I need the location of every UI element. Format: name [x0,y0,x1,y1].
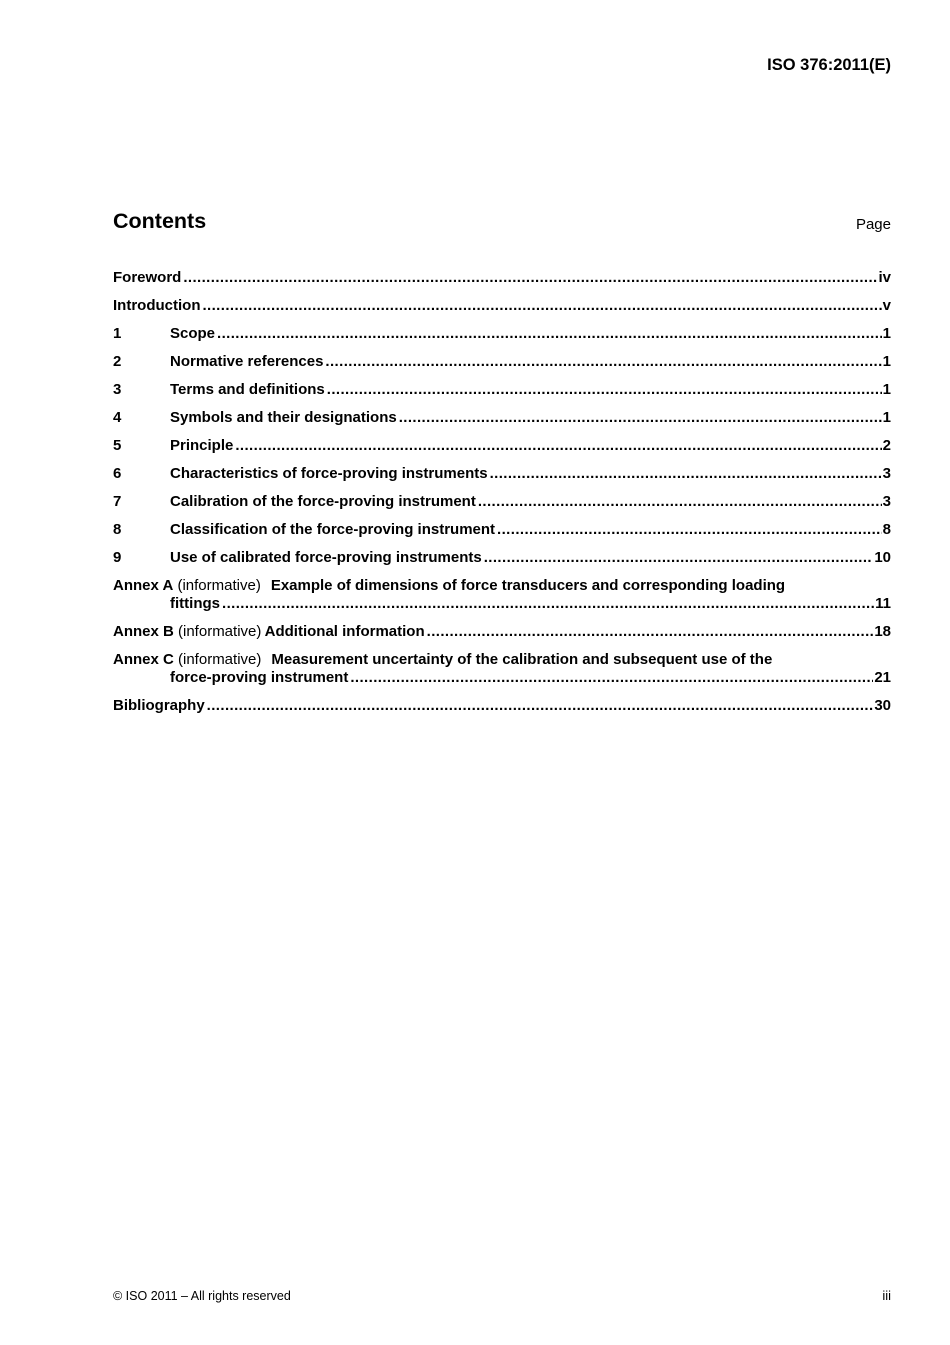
copyright-notice: © ISO 2011 – All rights reserved [113,1289,291,1303]
toc-page: 8 [882,521,891,538]
toc-title: Normative references [170,353,324,370]
toc-page: 10 [874,549,891,566]
annex-title: Measurement uncertainty of the calibration and subsequent use of the [271,651,773,668]
toc-title: Bibliography [113,697,205,714]
toc-page: 1 [882,409,891,426]
toc-page: 30 [874,697,891,714]
toc-number: 3 [113,381,122,398]
toc-entry-introduction[interactable] [113,297,891,315]
dot-leader [484,549,874,567]
dot-leader [202,297,881,315]
toc-number: 8 [113,521,122,538]
toc-page: 1 [882,325,891,342]
toc-title: Use of calibrated force-proving instruments [170,549,482,566]
toc-entry-bibliography[interactable] [113,697,891,715]
table-of-contents [113,269,891,725]
annex-type: (informative) [178,623,262,640]
toc-entry-symbols[interactable] [113,409,891,427]
dot-leader [207,697,874,715]
dot-leader [490,465,882,483]
annex-id: Annex A [113,577,174,594]
dot-leader [327,381,882,399]
annex-type: (informative) [178,651,262,668]
dot-leader [350,669,873,687]
dot-leader [325,353,881,371]
toc-title: Scope [170,325,216,342]
document-code: ISO 376:2011(E) [767,56,891,74]
dot-leader [427,623,874,641]
annex-id: Annex B [113,623,174,640]
toc-page: 18 [874,623,891,640]
toc-entry-annex-c[interactable] [113,651,891,687]
annex-title: Example of dimensions of force transducers and corresponding loading [270,577,786,594]
dot-leader [399,409,882,427]
toc-page: v [882,297,891,314]
contents-title: Contents [113,209,207,233]
toc-number: 5 [113,437,122,454]
dot-leader [478,493,882,511]
dot-leader [497,521,882,539]
annex-type: (informative) [177,577,261,594]
toc-title: Terms and definitions [170,381,325,398]
toc-number: 6 [113,465,122,482]
toc-entry-annex-a[interactable] [113,577,891,613]
toc-title: Classification of the force-proving instrument [170,521,496,538]
toc-page: 3 [882,465,891,482]
toc-page: 1 [882,381,891,398]
toc-page: 21 [874,669,891,686]
toc-title: Principle [170,437,234,454]
dot-leader [217,325,882,343]
toc-page: 2 [882,437,891,454]
toc-entry-scope[interactable] [113,325,891,343]
toc-entry-normative-references[interactable] [113,353,891,371]
toc-title: Symbols and their designations [170,409,397,426]
toc-entry-terms-and-definitions[interactable] [113,381,891,399]
toc-number: 2 [113,353,122,370]
toc-page: 1 [882,353,891,370]
annex-id: Annex C [113,651,174,668]
toc-entry-classification[interactable] [113,521,891,539]
dot-leader [235,437,881,455]
toc-number: 7 [113,493,122,510]
annex-title: Additional information [264,623,425,640]
toc-title: Calibration of the force-proving instrument [170,493,476,510]
toc-number: 1 [113,325,122,342]
toc-page: 3 [882,493,891,510]
dot-leader [222,595,874,613]
annex-title-continued: fittings [170,595,220,612]
page-column-label: Page [855,216,891,233]
toc-page: iv [878,269,891,286]
toc-entry-annex-b[interactable] [113,623,891,641]
toc-entry-use-of-calibrated[interactable] [113,549,891,567]
toc-entry-characteristics[interactable] [113,465,891,483]
toc-page: 11 [875,595,891,612]
toc-entry-foreword[interactable] [113,269,891,287]
toc-number: 9 [113,549,122,566]
page-number: iii [882,1288,891,1303]
toc-title: Introduction [113,297,201,314]
toc-number: 4 [113,409,122,426]
toc-entry-principle[interactable] [113,437,891,455]
toc-title: Foreword [113,269,182,286]
annex-title-continued: force-proving instrument [170,669,349,686]
toc-entry-calibration[interactable] [113,493,891,511]
toc-title: Characteristics of force-proving instruments [170,465,488,482]
dot-leader [183,269,877,287]
